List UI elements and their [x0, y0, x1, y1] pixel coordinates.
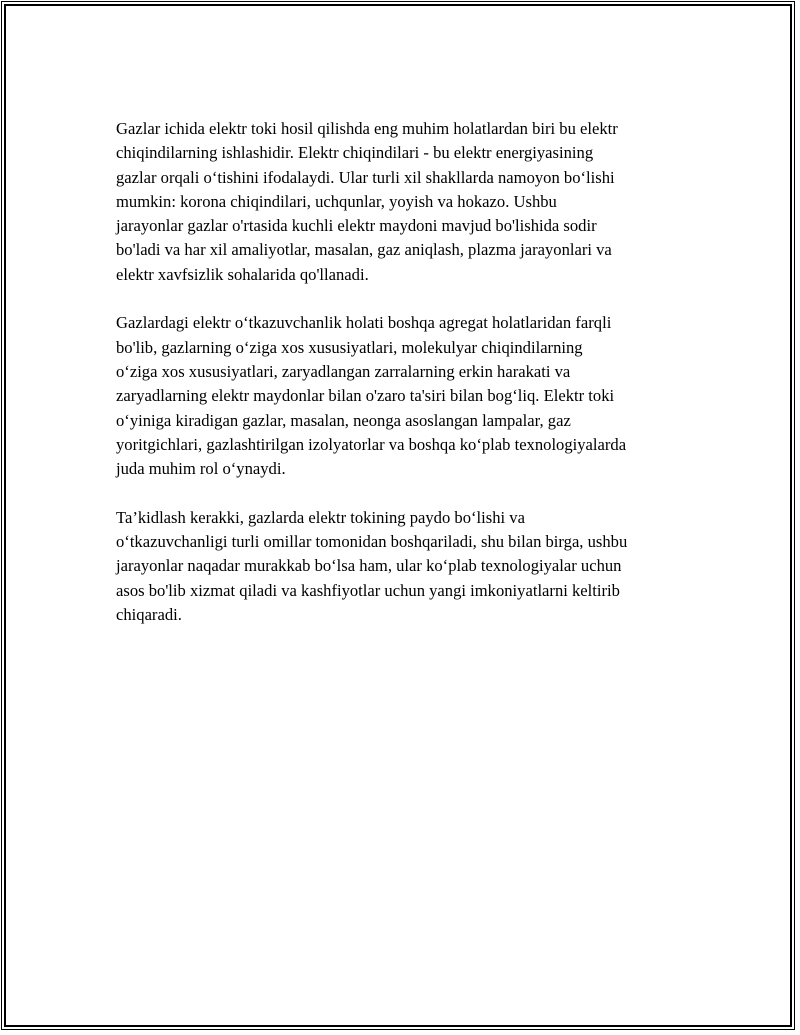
paragraph-1: Gazlar ichida elektr toki hosil qilishda eng muhim holatlardan biri bu elektr chiqindilarning ishlashidir. Elektr chiqindilari - bu elektr energiyasining gazlar orqali o‘tishini ifodalaydi. Ular turli xil shakllarda namoyon bo‘lishi mumkin: korona chiqindilari, uchqunlar, yoyish va hokazo. Ushbu jarayonlar gazlar o'rtasida kuchli elektr maydoni mavjud bo'lishida sodir bo'ladi va har xil amaliyotlar, masalan, gaz aniqlash, plazma jarayonlari va elektr xavfsizlik sohalarida qo'llanadi.: [116, 119, 618, 284]
document-body: [116, 117, 696, 652]
paragraph-2: Gazlardagi elektr o‘tkazuvchanlik holati boshqa agregat holatlaridan farqli bo'lib, gazlarning o‘ziga xos xususiyatlari, molekulyar chiqindilarning o‘ziga xos xususiyatlari, zaryadlangan zarralarning erkin harakati va zaryadlarning elektr maydonlar bilan o'zaro ta'siri bilan bog‘liq. Elektr toki o‘yiniga kiradigan gazlar, masalan, neonga asoslangan lampalar, gaz yoritgichlari, gazlashtirilgan izolyatorlar va boshqa ko‘plab texnologiyalarda juda muhim rol o‘ynaydi.: [116, 313, 627, 479]
paragraph-3: Ta’kidlash kerakki, gazlarda elektr tokining paydo bo‘lishi va o‘tkazuvchanligi turli omillar tomonidan boshqariladi, shu bilan birga, ushbu jarayonlar naqadar murakkab bo‘lsa ham, ular ko‘plab texnologiyalar uchun asos bo'lib xizmat qiladi va kashfiyotlar uchun yangi imkoniyatlarni keltirib chiqaradi.: [116, 507, 628, 624]
